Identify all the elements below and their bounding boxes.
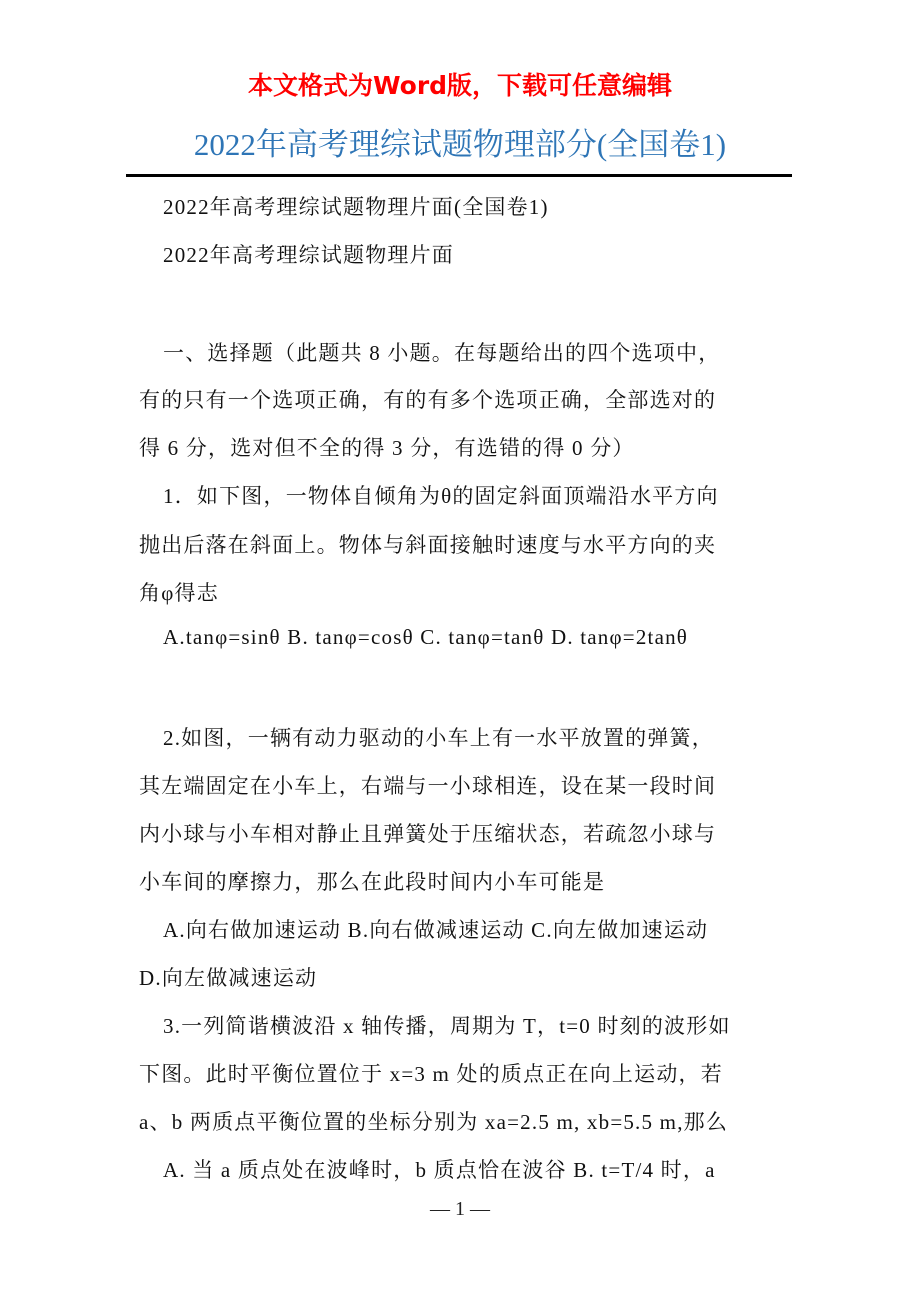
question-1-line-3: 角φ得志: [139, 581, 219, 605]
question-2-options-line-2: D.向左做减速运动: [139, 966, 318, 990]
question-2-line-1: 2.如图，一辆有动力驱动的小车上有一水平放置的弹簧，: [163, 726, 714, 750]
subtitle-2: 2022年高考理综试题物理片面: [163, 243, 454, 267]
page-number: — 1 —: [430, 1198, 490, 1220]
question-1-line-1: 1．如下图，一物体自倾角为θ的固定斜面顶端沿水平方向: [163, 484, 719, 508]
subtitle-1: 2022年高考理综试题物理片面(全国卷1): [163, 195, 549, 219]
question-3-line-1: 3.一列简谐横波沿 x 轴传播，周期为 T，t=0 时刻的波形如: [163, 1014, 731, 1038]
question-3-line-4: A. 当 a 质点处在波峰时，b 质点恰在波谷 B. t=T/4 时，a: [163, 1158, 716, 1182]
question-1-line-2: 抛出后落在斜面上。物体与斜面接触时速度与水平方向的夹: [139, 533, 717, 557]
question-2-line-2: 其左端固定在小车上，右端与一小球相连，设在某一段时间: [139, 774, 717, 798]
question-3-line-2: 下图。此时平衡位置位于 x=3 m 处的质点正在向上运动，若: [139, 1062, 723, 1086]
question-3-line-3: a、b 两质点平衡位置的坐标分别为 xa=2.5 m, xb=5.5 m,那么: [139, 1110, 729, 1134]
question-1-options: A.tanφ=sinθ B. tanφ=cosθ C. tanφ=tanθ D. tanφ=2tanθ: [163, 625, 689, 649]
question-2-line-3: 内小球与小车相对静止且弹簧处于压缩状态，若疏忽小球与: [139, 822, 717, 846]
question-2-options-line-1: A.向右做加速运动 B.向右做减速运动 C.向左做加速运动: [163, 918, 709, 942]
question-2-line-4: 小车间的摩擦力，那么在此段时间内小车可能是: [139, 870, 606, 894]
title-divider: [126, 174, 792, 177]
section-intro-line-3: 得 6 分，选对但不全的得 3 分，有选错的得 0 分）: [139, 436, 635, 460]
document-title: 2022年高考理综试题物理部分(全国卷1): [193, 127, 727, 162]
section-intro-line-2: 有的只有一个选项正确，有的有多个选项正确，全部选对的: [139, 388, 717, 412]
word-format-banner: 本文格式为Word版，下载可任意编辑: [247, 71, 673, 100]
section-intro-line-1: 一、选择题（此题共 8 小题。在每题给出的四个选项中，: [163, 341, 721, 365]
